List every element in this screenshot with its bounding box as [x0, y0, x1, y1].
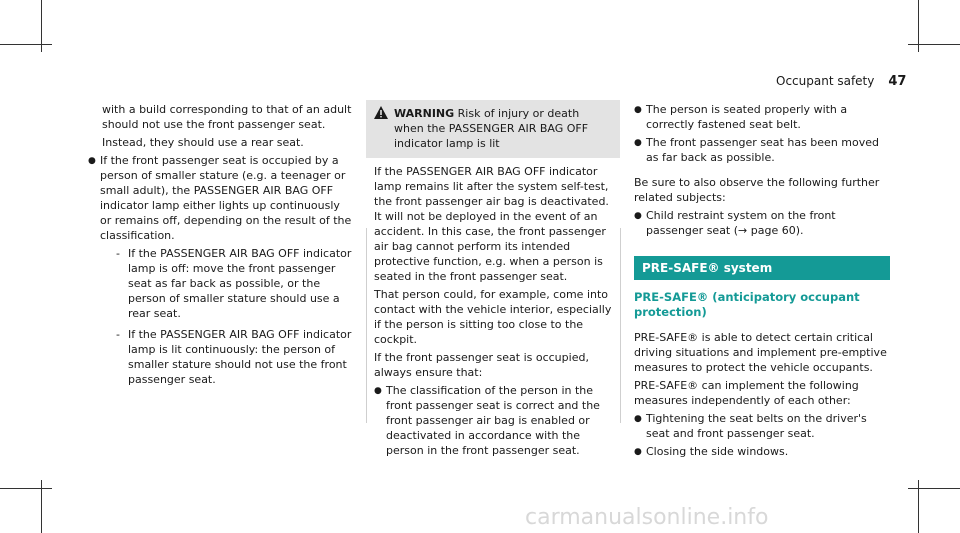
bullet-icon: ● [634, 447, 642, 457]
list-item [102, 246, 352, 321]
paragraph: That person could, for example, come into contact with the vehicle interior, especially if the person is sitting too close to the cockpit. [374, 288, 612, 346]
bullet-icon: ● [88, 156, 96, 166]
warning-box [366, 100, 620, 461]
subheading: PRE-SAFE® (anticipatory occupant protection) [634, 290, 860, 319]
paragraph: PRE-SAFE® can implement the following measures independently of each other: [634, 379, 859, 407]
column-left [88, 102, 352, 393]
crop-mark [0, 488, 52, 489]
list-item [634, 411, 890, 441]
page-header [776, 74, 906, 89]
paragraph: Be sure to also observe the following further related subjects: [634, 176, 880, 204]
bullet-icon: ● [634, 138, 642, 148]
watermark: carmanualsonline.info [525, 505, 769, 530]
crop-mark [41, 0, 42, 52]
paragraph: If the front passenger seat is occupied, always ensure that: [374, 351, 589, 379]
list-item-text: The person is seated properly with a correctly fastened seat belt. [646, 103, 848, 131]
list-item-text: If the PASSENGER AIR BAG OFF indicator lamp is off: move the front passenger seat as far back as possible, or the person of smaller stature should use a rear seat. [128, 247, 352, 320]
list-item-text: If the PASSENGER AIR BAG OFF indicator lamp is lit continuously: the person of smaller stature should not use the front passenger seat. [128, 328, 352, 386]
list-item-text: The front passenger seat has been moved as far back as possible. [646, 136, 879, 164]
dash-icon: - [116, 247, 120, 260]
warning-title: Risk of injury or death when the PASSENGER AIR BAG OFF indicator lamp is lit [394, 107, 589, 150]
crop-mark [918, 480, 919, 533]
column-right [634, 102, 890, 463]
bullet-icon: ● [634, 211, 642, 221]
paragraph: Instead, they should use a rear seat. [102, 136, 304, 149]
list-item-text: The classification of the person in the front passenger seat is correct and the front passenger air bag is enabled or deactivated in accordance with the person in the front passenger seat. [386, 384, 600, 457]
bullet-icon: ● [634, 105, 642, 115]
list-item [634, 135, 890, 165]
dash-icon: - [116, 328, 120, 341]
crop-mark [908, 488, 960, 489]
column-divider [366, 228, 367, 423]
list-item [88, 153, 352, 243]
list-item [634, 102, 890, 132]
list-item-text: Closing the side windows. [646, 445, 789, 458]
crop-mark [41, 480, 42, 533]
list-item [374, 383, 612, 458]
paragraph: PRE-SAFE® is able to detect certain critical driving situations and implement pre-emptive measures to protect the vehicle occupants. [634, 331, 887, 374]
list-item-text: Tightening the seat belts on the driver's seat and front passenger seat. [646, 412, 867, 440]
column-divider [620, 228, 621, 423]
list-item [634, 208, 890, 238]
page-number: 47 [888, 74, 907, 89]
crop-mark [0, 44, 52, 45]
section-title: Occupant safety [776, 74, 875, 88]
list-item-text: Child restraint system on the front passenger seat (→ page 60). [646, 209, 836, 237]
warning-body [366, 158, 620, 458]
list-item [102, 327, 352, 387]
crop-mark [908, 44, 960, 45]
list-item-text: If the front passenger seat is occupied by a person of smaller stature (e.g. a teenager or small adult), the PASSENGER AIR BAG OFF indicator lamp either lights up continuously or remains off, depending on the result of the classification. [100, 154, 352, 242]
bullet-icon: ● [634, 414, 642, 424]
section-heading: PRE-SAFE® system [634, 256, 890, 280]
crop-mark [918, 0, 919, 52]
list-item [634, 444, 890, 460]
warning-header [366, 100, 620, 158]
warning-label: WARNING [394, 107, 455, 120]
paragraph: with a build corresponding to that of an adult should not use the front passenger seat. [102, 103, 352, 131]
paragraph: If the PASSENGER AIR BAG OFF indicator lamp remains lit after the system self-test, the front passenger air bag is deactivated. It will not be deployed in the event of an accident. In this case, the front passenger air bag cannot perform its intended protective function, e.g. when a person is seated in the front passenger seat. [374, 165, 609, 283]
bullet-icon: ● [374, 386, 382, 396]
warning-triangle-icon [374, 106, 394, 151]
